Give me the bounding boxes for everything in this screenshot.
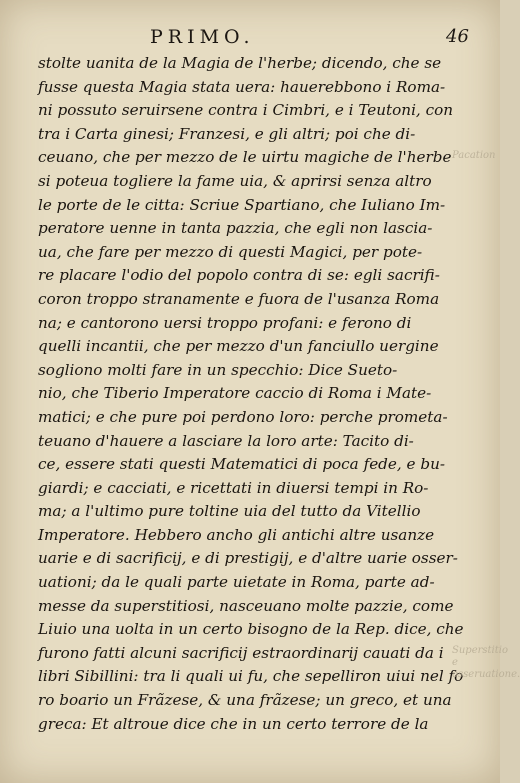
text-line: peratore uenne in tanta pazzia, che egli non lascia-	[38, 219, 433, 238]
text-line: tra i Carta ginesi; Franzesi, e gli altri; poi che di-	[38, 124, 416, 143]
text-line: matici; e che pure poi perdono loro: perche prometa-	[38, 407, 448, 426]
text-line: ceuano, che per mezzo de le uirtu magiche de l'herbe	[38, 148, 452, 167]
text-line: messe da superstitiosi, nasceuano molte pazzie, come	[38, 596, 454, 615]
text-line: ni possuto seruirsene contra i Cimbri, e i Teutoni, con	[38, 101, 454, 120]
text-line: greca: Et altroue dice che in un certo terrore de la	[38, 714, 429, 733]
text-line: fusse questa Magia stata uera: hauerebbono i Roma-	[38, 77, 446, 96]
text-line: uarie e di sacrificij, e di prestigij, e d'altre uarie osser-	[38, 549, 458, 568]
text-line: stolte uanita de la Magia de l'herbe; dicendo, che se	[38, 54, 442, 72]
text-line: quelli incantii, che per mezzo d'un fanciullo uergine	[38, 337, 439, 356]
text-line: ce, essere stati questi Matematici di poca fede, e bu-	[38, 455, 445, 474]
text-line: ro boario un Frãzese, & una frãzese; un greco, et una	[38, 691, 452, 710]
text-line: ua, che fare per mezzo di questi Magici, per pote-	[38, 242, 423, 261]
text-line: si poteua togliere la fame uia, & aprirsi senza altro	[38, 171, 432, 190]
text-line: nio, che Tiberio Imperatore caccio di Roma i Mate-	[38, 384, 432, 403]
text-line: furono fatti alcuni sacrificij estraordinarij cauati da i	[38, 643, 444, 662]
text-line: giardi; e cacciati, e ricettati in diuersi tempi in Ro-	[38, 478, 429, 497]
text-line: libri Sibillini: tra li quali ui fu, che sepelliron uiui nel fo	[38, 667, 464, 686]
page-header	[0, 26, 500, 52]
text-line: Liuio una uolta in un certo bisogno de la Rep. dice, che	[38, 620, 464, 639]
margin-note: Superstitio e osseruatione.	[452, 645, 520, 680]
body-text	[38, 52, 464, 736]
text-line: uationi; da le quali parte uietate in Roma, parte ad-	[38, 573, 435, 592]
text-line: teuano d'hauere a lasciare la loro arte: Tacito di-	[38, 431, 414, 450]
text-line: sogliono molti fare in un specchio: Dice Sueto-	[38, 360, 398, 379]
text-line: Imperatore. Hebbero ancho gli antichi altre usanze	[38, 525, 435, 544]
text-line: na; e cantorono uersi troppo profani: e ferono di	[38, 313, 412, 332]
margin-note: Pacation	[452, 150, 496, 161]
page-number: 46	[446, 26, 469, 47]
text-line: re placare l'odio del popolo contra di se: egli sacrifi-	[38, 266, 440, 285]
text-line: ma; a l'ultimo pure toltine uia del tutto da Vitellio	[38, 502, 421, 521]
text-line: le porte de le citta: Scriue Spartiano, che Iuliano Im-	[38, 195, 446, 214]
running-title: PRIMO.	[150, 26, 255, 48]
text-line: coron troppo stranamente e fuora de l'usanza Roma	[38, 289, 440, 308]
